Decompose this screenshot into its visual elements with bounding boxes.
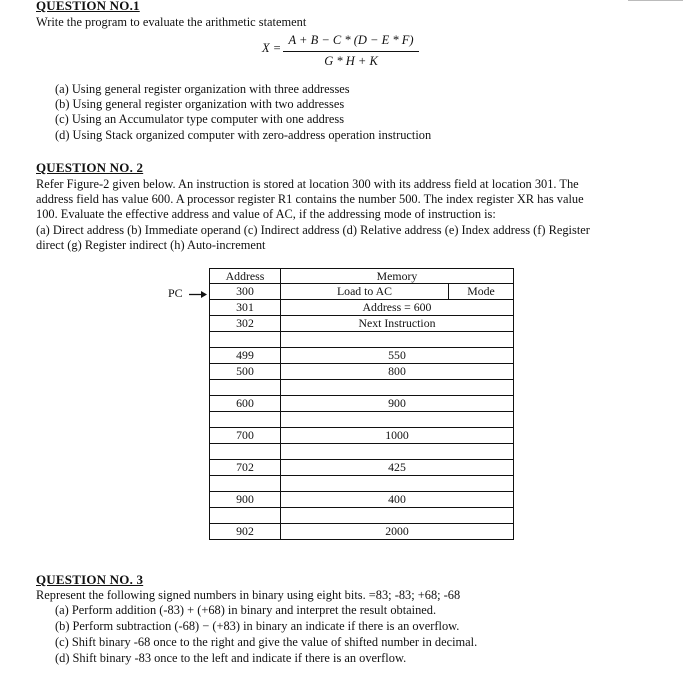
address-cell: 702 [210,460,281,476]
address-cell: 302 [210,316,281,332]
q1-item-b: (b) Using general register organization with two addresses [55,97,345,111]
memory-cell: 800 [281,364,514,380]
q3-item-a: (a) Perform addition (-83) + (+68) in binary and interpret the result obtained. [55,603,437,617]
fraction-bar [283,51,419,52]
q2-line-4: (a) Direct address (b) Immediate operand (c) Indirect address (d) Relative address (e) Index address (f) Register [36,223,590,237]
address-cell: 600 [210,396,281,412]
memory-cell [281,412,514,428]
memory-table [209,268,514,540]
q2-line-1: Refer Figure-2 given below. An instruction is stored at location 300 with its address field at location 301. The [36,177,579,191]
table-row [210,428,514,444]
q3-heading: QUESTION NO. 3 [36,572,144,587]
address-cell: 300 [210,284,281,300]
address-cell [210,508,281,524]
table-row [210,316,514,332]
pc-pointer [168,286,208,301]
memory-cell [281,444,514,460]
address-cell: 500 [210,364,281,380]
arrow-right-icon [188,290,208,299]
address-cell [210,380,281,396]
memory-cell [281,476,514,492]
address-cell: 301 [210,300,281,316]
top-rule [628,0,683,1]
table-row [210,444,514,460]
q3-item-b: (b) Perform subtraction (-68) − (+83) in binary an indicate if there is an overflow. [55,619,460,633]
address-cell: 499 [210,348,281,364]
memory-cell: 900 [281,396,514,412]
memory-cell: Address = 600 [281,300,514,316]
table-row [210,396,514,412]
table-row [210,284,514,300]
formula-denominator: G * H + K [324,54,378,68]
pc-label: PC [168,286,183,300]
address-cell [210,412,281,428]
q3-item-c: (c) Shift binary -68 once to the right and give the value of shifted number in decimal. [55,635,478,649]
formula-lhs: X = [262,41,282,55]
q3-prompt: Represent the following signed numbers in binary using eight bits. =83; -83; +68; -68 [36,588,461,602]
q2-line-5: direct (g) Register indirect (h) Auto-increment [36,238,266,252]
table-row [210,412,514,428]
header-address: Address [210,269,281,284]
table-row [210,492,514,508]
memory-cell: 550 [281,348,514,364]
table-row [210,364,514,380]
address-cell: 900 [210,492,281,508]
memory-cell [281,508,514,524]
q2-heading: QUESTION NO. 2 [36,160,144,175]
q1-heading: QUESTION NO.1 [36,0,140,13]
q1-item-a: (a) Using general register organization with three addresses [55,82,350,96]
memory-cell: 425 [281,460,514,476]
formula-numerator: A + B − C * (D − E * F) [288,33,414,47]
table-row [210,508,514,524]
table-row [210,380,514,396]
q3-item-d: (d) Shift binary -83 once to the left and indicate if there is an overflow. [55,651,407,665]
table-row [210,524,514,540]
q2-line-2: address field has value 600. A processor register R1 contains the number 500. The index register XR has value [36,192,584,206]
address-cell [210,444,281,460]
memory-cell: Next Instruction [281,316,514,332]
q2-line-3: 100. Evaluate the effective address and value of AC, if the addressing mode of instruction is: [36,207,496,221]
table-header-row [210,269,514,284]
table-row [210,476,514,492]
opcode-cell: Load to AC [281,284,449,300]
q1-prompt: Write the program to evaluate the arithmetic statement [36,15,307,29]
memory-cell: 1000 [281,428,514,444]
formula-fraction [283,33,419,73]
address-cell: 700 [210,428,281,444]
q1-item-c: (c) Using an Accumulator type computer with one address [55,112,345,126]
mode-cell: Mode [449,284,514,300]
memory-cell [281,380,514,396]
memory-cell [281,332,514,348]
q1-item-d: (d) Using Stack organized computer with zero-address operation instruction [55,128,432,142]
address-cell: 902 [210,524,281,540]
address-cell [210,332,281,348]
table-row [210,300,514,316]
table-row [210,332,514,348]
table-row [210,460,514,476]
memory-cell: 400 [281,492,514,508]
address-cell [210,476,281,492]
table-row [210,348,514,364]
memory-cell: 2000 [281,524,514,540]
header-memory: Memory [281,269,514,284]
